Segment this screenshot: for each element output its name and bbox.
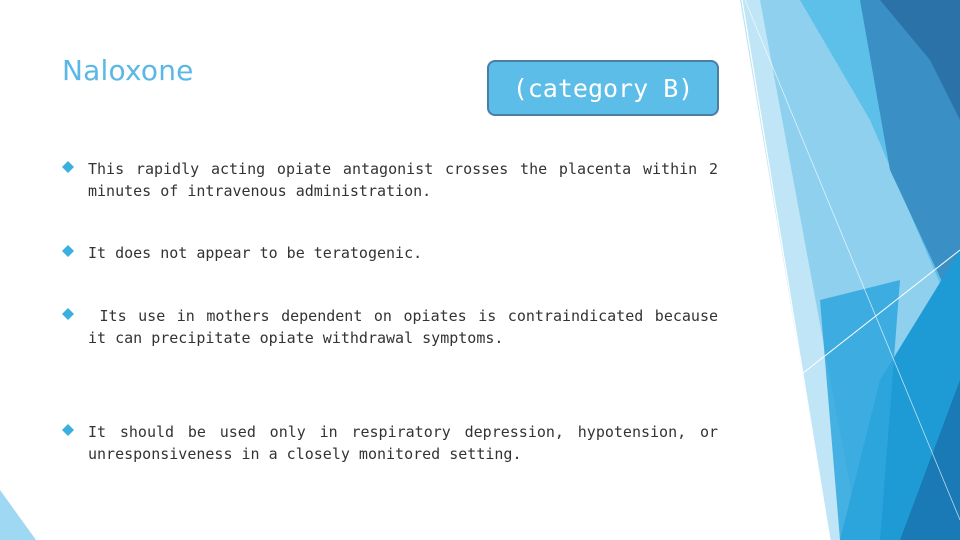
diamond-bullet-icon xyxy=(62,245,74,257)
diamond-bullet-icon xyxy=(62,308,74,320)
category-badge xyxy=(487,60,719,116)
category-badge-text: (category B) xyxy=(512,73,694,103)
diamond-bullet-icon xyxy=(62,161,74,173)
bullet-text: It should be used only in respiratory depression, hypotension, or unresponsiveness in a closely monitored setting. xyxy=(88,423,718,463)
slide-title: Naloxone xyxy=(62,54,194,87)
bullet-text: This rapidly acting opiate antagonist crosses the placenta within 2 minutes of intravenous administration. xyxy=(88,160,718,200)
corner-triangle-left xyxy=(0,490,36,540)
diamond-bullet-icon xyxy=(62,424,74,436)
bullet-text: It does not appear to be teratogenic. xyxy=(88,244,423,262)
bullet-text: Its use in mothers dependent on opiates is contraindicated because it can precipitate opiate withdrawal symptoms. xyxy=(88,307,728,347)
